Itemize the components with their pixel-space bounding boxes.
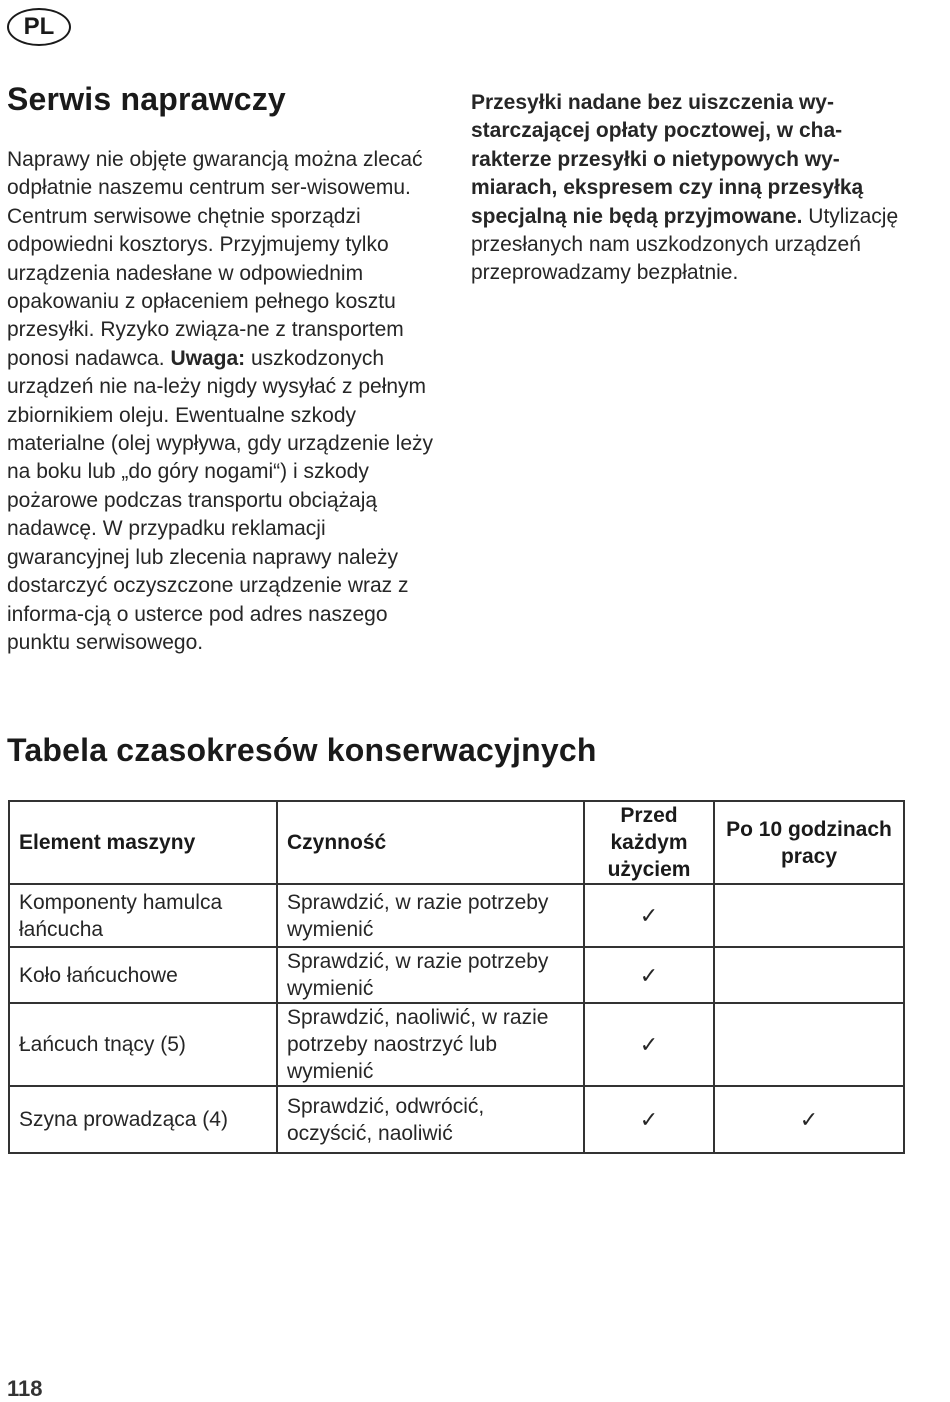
table-row	[9, 1003, 904, 1086]
service-left-column	[7, 82, 447, 657]
cell-element: Komponenty hamulca łańcucha	[9, 884, 277, 947]
service-right-column	[471, 89, 916, 288]
header-action: Czynność	[277, 801, 584, 884]
check-icon: ✓	[584, 884, 714, 947]
table-row	[9, 1086, 904, 1153]
header-before-use: Przed każdym użyciem	[584, 801, 714, 884]
service-title: Serwis naprawczy	[7, 81, 286, 117]
service-left-text	[7, 146, 447, 657]
cell-action: Sprawdzić, w razie potrzeby wymienić	[277, 884, 584, 947]
cell-action: Sprawdzić, w razie potrzeby wymienić	[277, 947, 584, 1003]
cell-action: Sprawdzić, naoliwić, w razie potrzeby naostrzyć lub wymienić	[277, 1003, 584, 1086]
service-text-part-2: uszkodzonych urządzeń nie na-leży nigdy wysyłać z pełnym zbiornikiem oleju. Ewentualne szkody materialne (olej wypływa, gdy urządzenie leży na boku lub „do góry nogami“) i szkody pożarowe podczas transportu obciążają nadawcę. W przypadku reklamacji gwarancyjnej lub zlecenia naprawy należy dostarczyć oczyszczone urządzenie wraz z informa-cją o usterce pod adres naszego punktu serwisowego.	[7, 346, 434, 654]
table-row	[9, 884, 904, 947]
check-icon: ✓	[714, 1086, 904, 1153]
check-icon: ✓	[584, 1003, 714, 1086]
shipping-notice: Przesyłki nadane bez uiszczenia wy-starczającej opłaty pocztowej, w cha-rakterze przesyłki o nietypowych wy-miarach, ekspresem czy inną przesyłką specjalną nie będą przyjmowane.	[471, 91, 864, 228]
cell-after-10h	[714, 947, 904, 1003]
cell-element: Łańcuch tnący (5)	[9, 1003, 277, 1086]
cell-after-10h	[714, 1003, 904, 1086]
maintenance-table	[8, 800, 905, 1154]
cell-action: Sprawdzić, odwrócić, oczyścić, naoliwić	[277, 1086, 584, 1153]
page-number: 118	[7, 1376, 43, 1401]
cell-element: Koło łańcuchowe	[9, 947, 277, 1003]
check-icon: ✓	[584, 1086, 714, 1153]
service-text-part-1: Naprawy nie objęte gwarancją można zlecać odpłatnie naszemu centrum ser-wisowemu. Centrum serwisowe chętnie sporządzi odpowiedni kosztorys. Przyjmujemy tylko urządzenia nadesłane w odpowiednim opakowaniu z opłaceniem pełnego kosztu przesyłki. Ryzyko związa-ne z transportem ponosi nadawca.	[7, 148, 423, 370]
cell-element: Szyna prowadząca (4)	[9, 1086, 277, 1153]
maintenance-table-title: Tabela czasokresów konserwacyjnych	[7, 732, 597, 768]
table-header-row	[9, 801, 904, 884]
language-badge: PL	[7, 8, 71, 46]
header-element: Element maszyny	[9, 801, 277, 884]
service-right-text	[471, 89, 916, 288]
header-after-10h: Po 10 godzinach pracy	[714, 801, 904, 884]
check-icon: ✓	[584, 947, 714, 1003]
table-row	[9, 947, 904, 1003]
cell-after-10h	[714, 884, 904, 947]
warning-label: Uwaga:	[170, 346, 246, 370]
disposal-notice: Utylizację przesłanych nam uszkodzonych urządzeń przeprowadzamy bezpłatnie.	[471, 204, 899, 285]
